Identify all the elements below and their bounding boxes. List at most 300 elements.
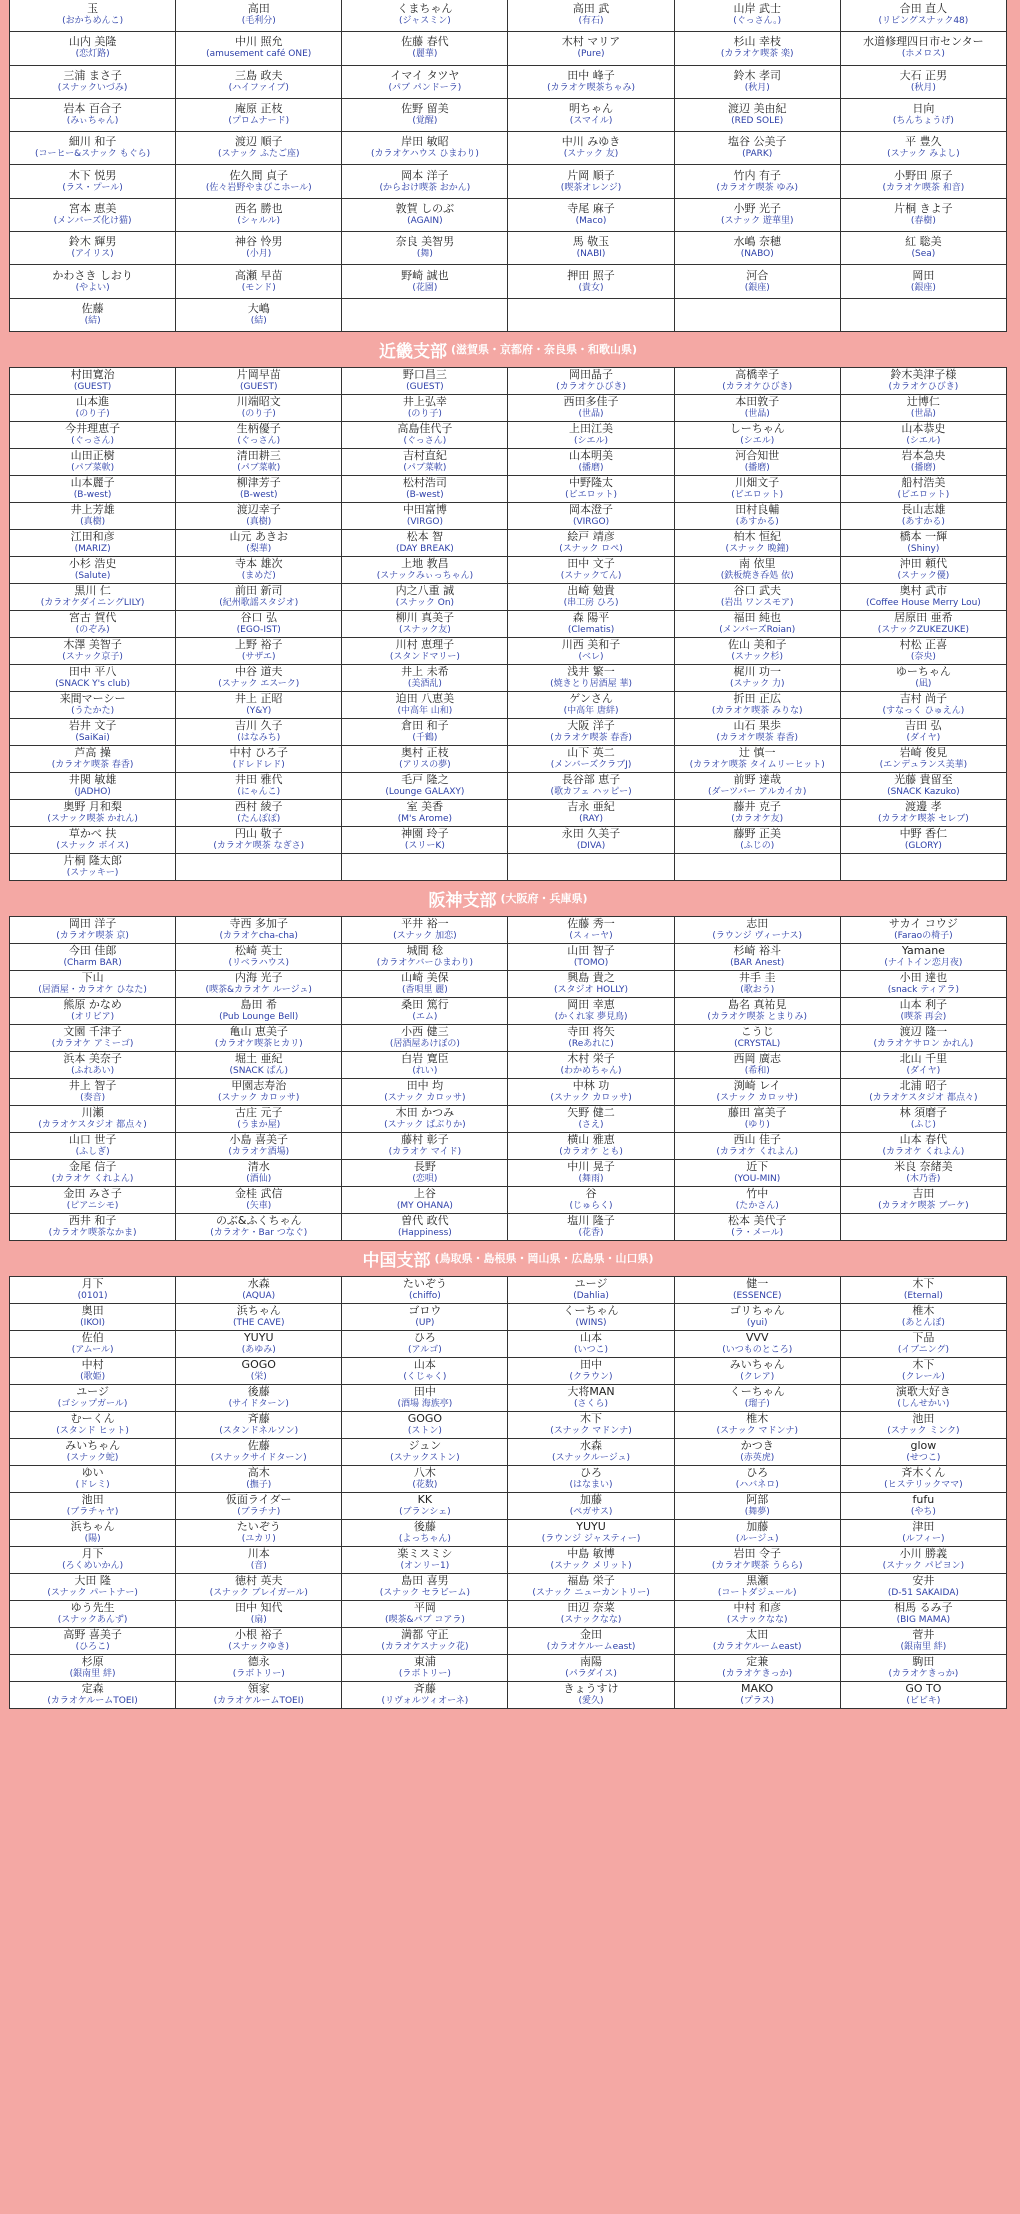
store-name: (GLORY) bbox=[904, 840, 942, 851]
member-cell bbox=[342, 1654, 508, 1681]
member-cell bbox=[840, 610, 1006, 637]
store-name: (B-west) bbox=[239, 489, 278, 500]
member-cell bbox=[176, 1186, 342, 1213]
store-name: (snack ティアラ) bbox=[887, 984, 959, 995]
member-name: 島田 希 bbox=[240, 997, 277, 1011]
store-name: (M's Arome) bbox=[397, 813, 453, 824]
member-name: 永田 久美子 bbox=[561, 826, 621, 840]
store-name: (VIRGO) bbox=[572, 516, 610, 527]
member-cell bbox=[508, 718, 674, 745]
member-name: 奥村 武市 bbox=[899, 583, 948, 597]
member-cell bbox=[840, 718, 1006, 745]
table-row bbox=[10, 1465, 1007, 1492]
member-cell bbox=[342, 1357, 508, 1384]
table-row bbox=[10, 1573, 1007, 1600]
member-cell bbox=[10, 1105, 176, 1132]
table-row bbox=[10, 98, 1007, 131]
store-name: (スナック On) bbox=[395, 597, 455, 608]
member-name: ひろ bbox=[413, 1330, 436, 1344]
store-name: (スタンド ヒット) bbox=[56, 1425, 129, 1436]
store-name: (スナックみぃっちゃん) bbox=[376, 570, 474, 581]
member-cell bbox=[342, 1276, 508, 1303]
member-name: 江田和彦 bbox=[70, 529, 115, 543]
section-heading bbox=[9, 332, 1007, 367]
member-name: 高島佳代子 bbox=[397, 421, 453, 435]
table-row bbox=[10, 1276, 1007, 1303]
store-name: (播磨) bbox=[578, 462, 604, 473]
member-cell bbox=[342, 298, 508, 331]
member-name: 西田多佳子 bbox=[563, 394, 619, 408]
member-cell bbox=[10, 298, 176, 331]
member-name: 大田 隆 bbox=[74, 1573, 111, 1587]
member-cell bbox=[176, 529, 342, 556]
member-cell bbox=[508, 970, 674, 997]
member-cell bbox=[342, 637, 508, 664]
member-cell bbox=[176, 32, 342, 65]
member-table bbox=[9, 916, 1007, 1241]
store-name: (じゅらく) bbox=[569, 1200, 613, 1211]
member-cell bbox=[176, 232, 342, 265]
member-cell bbox=[10, 1384, 176, 1411]
member-cell bbox=[840, 1492, 1006, 1519]
store-name: (カラオケダイニングLILY) bbox=[40, 597, 145, 608]
member-name: 玉 bbox=[87, 2, 99, 16]
member-name: 斉藤 bbox=[247, 1411, 270, 1425]
member-name: 片桐 きよ子 bbox=[894, 201, 953, 215]
member-cell bbox=[176, 637, 342, 664]
member-name: ゆーちゃん bbox=[895, 664, 951, 678]
store-name: (DAY BREAK) bbox=[395, 543, 454, 554]
member-name: 渡邊 孝 bbox=[905, 799, 942, 813]
member-cell bbox=[342, 718, 508, 745]
member-name: 福島 栄子 bbox=[567, 1573, 615, 1587]
store-name: (スナック京子) bbox=[62, 651, 123, 662]
store-name: (パラダイス) bbox=[565, 1668, 617, 1679]
table-row bbox=[10, 1024, 1007, 1051]
store-name: (銀南里 絆) bbox=[900, 1641, 947, 1652]
member-cell bbox=[10, 1546, 176, 1573]
store-name: (瑠子) bbox=[744, 1398, 770, 1409]
store-name: (麗華) bbox=[412, 49, 438, 60]
table-row bbox=[10, 0, 1007, 32]
member-cell bbox=[840, 1105, 1006, 1132]
section-region: (鳥取県・島根県・岡山県・広島県・山口県) bbox=[434, 1252, 654, 1266]
store-name: (ルフィー) bbox=[902, 1533, 945, 1544]
member-name: 領家 bbox=[247, 1681, 270, 1695]
member-name: 駒田 bbox=[912, 1654, 935, 1668]
store-name: (ふじの) bbox=[740, 840, 775, 851]
member-cell bbox=[342, 1492, 508, 1519]
member-cell bbox=[10, 1213, 176, 1240]
member-cell bbox=[176, 1681, 342, 1708]
member-cell bbox=[342, 1681, 508, 1708]
member-cell bbox=[508, 1132, 674, 1159]
member-name: 円山 敬子 bbox=[234, 826, 283, 840]
member-name: 高田 武 bbox=[572, 2, 610, 16]
store-name: (カラオケバーひまわり) bbox=[376, 957, 474, 968]
member-cell bbox=[508, 394, 674, 421]
member-cell bbox=[840, 32, 1006, 65]
member-name: 木下 bbox=[912, 1357, 935, 1371]
member-name: 渕崎 レイ bbox=[733, 1078, 781, 1092]
store-name: (ビエロット) bbox=[731, 489, 784, 500]
store-name: (れい) bbox=[412, 1065, 438, 1076]
member-cell bbox=[342, 1186, 508, 1213]
member-name: 山口 世子 bbox=[68, 1132, 117, 1146]
store-name: (ラウンジ ジャスティー) bbox=[541, 1533, 641, 1544]
member-cell bbox=[10, 916, 176, 943]
member-cell bbox=[342, 165, 508, 198]
store-name: (あすかる) bbox=[735, 516, 779, 527]
store-name: (播磨) bbox=[744, 462, 770, 473]
member-cell bbox=[342, 1384, 508, 1411]
member-name: fufu bbox=[912, 1492, 935, 1506]
member-cell bbox=[840, 853, 1006, 880]
store-name: (プラス) bbox=[740, 1695, 775, 1706]
store-name: (スナック マドンナ) bbox=[550, 1425, 632, 1436]
member-name: 浜ちゃん bbox=[70, 1519, 115, 1533]
member-cell bbox=[342, 421, 508, 448]
store-name: (奈央) bbox=[910, 651, 936, 662]
store-name: (たかさん) bbox=[735, 1200, 779, 1211]
store-name: (よっちゃん) bbox=[398, 1533, 451, 1544]
table-row bbox=[10, 1132, 1007, 1159]
store-name: (音) bbox=[250, 1560, 267, 1571]
member-name: 室 美香 bbox=[406, 799, 444, 813]
member-cell bbox=[840, 1303, 1006, 1330]
member-cell bbox=[674, 132, 840, 165]
section-region: (滋賀県・京都府・奈良県・和歌山県) bbox=[450, 343, 638, 357]
member-name: 佐藤 春代 bbox=[401, 35, 449, 49]
store-name: (のり子) bbox=[407, 408, 442, 419]
member-name: 宮本 恵美 bbox=[68, 201, 117, 215]
member-name: 加藤 bbox=[580, 1492, 603, 1506]
store-name: (世晶) bbox=[910, 408, 936, 419]
store-name: (ストン) bbox=[407, 1425, 442, 1436]
member-name: 山田 智子 bbox=[567, 943, 615, 957]
store-name: (スナック マドンナ) bbox=[716, 1425, 798, 1436]
store-name: (カラオケ・Bar つなぐ) bbox=[210, 1227, 308, 1238]
member-cell bbox=[674, 1330, 840, 1357]
member-cell bbox=[10, 448, 176, 475]
member-cell bbox=[342, 1078, 508, 1105]
member-name: 今田 佳郎 bbox=[68, 943, 117, 957]
member-name: 田中 均 bbox=[406, 1078, 444, 1092]
member-name: 中谷 道夫 bbox=[234, 664, 283, 678]
member-name: 横山 雅恵 bbox=[567, 1132, 615, 1146]
member-cell bbox=[674, 583, 840, 610]
member-name: こうじ bbox=[740, 1024, 774, 1038]
member-cell bbox=[508, 98, 674, 131]
store-name: (GUEST) bbox=[406, 381, 444, 392]
member-cell bbox=[342, 1465, 508, 1492]
store-name: (MARIZ) bbox=[74, 543, 111, 554]
member-cell bbox=[10, 232, 176, 265]
member-name: くまちゃん bbox=[397, 2, 453, 16]
store-name: (花香) bbox=[578, 1227, 604, 1238]
table-row bbox=[10, 799, 1007, 826]
section-heading bbox=[9, 881, 1007, 916]
member-cell bbox=[840, 1546, 1006, 1573]
member-cell bbox=[10, 772, 176, 799]
member-cell bbox=[674, 1105, 840, 1132]
member-cell bbox=[342, 853, 508, 880]
member-name: 敦賀 しのぶ bbox=[395, 201, 455, 215]
member-cell bbox=[342, 583, 508, 610]
member-name: 岩本急央 bbox=[901, 448, 946, 462]
member-name: GOGO bbox=[407, 1411, 443, 1425]
member-cell bbox=[674, 718, 840, 745]
member-cell bbox=[176, 691, 342, 718]
member-name: YUYU bbox=[576, 1519, 606, 1533]
store-name: (Salute) bbox=[74, 570, 111, 581]
member-list-page bbox=[9, 0, 1007, 1709]
store-name: (ピアニシモ) bbox=[66, 1200, 119, 1211]
member-name: 寺西 多加子 bbox=[229, 916, 288, 930]
store-name: (YOU-MIN) bbox=[734, 1173, 781, 1184]
store-name: (ベレ) bbox=[578, 651, 604, 662]
member-cell bbox=[508, 32, 674, 65]
member-cell bbox=[508, 1276, 674, 1303]
store-name: (Reあれに) bbox=[568, 1038, 614, 1049]
store-name: (舞雨) bbox=[578, 1173, 604, 1184]
member-name: 山元 あきお bbox=[229, 529, 288, 543]
member-cell bbox=[508, 1213, 674, 1240]
member-cell bbox=[840, 65, 1006, 98]
member-name: 今井理恵子 bbox=[65, 421, 121, 435]
member-cell bbox=[508, 0, 674, 32]
store-name: (おかちめんこ) bbox=[62, 16, 124, 27]
member-name: 片岡早苗 bbox=[236, 367, 281, 381]
member-name: 上地 教昌 bbox=[401, 556, 449, 570]
store-name: (すなっく ひゅえん) bbox=[882, 705, 965, 716]
store-name: (恋灯路) bbox=[75, 49, 110, 60]
member-cell bbox=[342, 664, 508, 691]
member-cell bbox=[176, 1492, 342, 1519]
store-name: (スナック ブレイガール) bbox=[209, 1587, 308, 1598]
member-cell bbox=[508, 583, 674, 610]
member-name: 椎木 bbox=[746, 1411, 769, 1425]
member-name: 小島 喜美子 bbox=[229, 1132, 288, 1146]
table-row bbox=[10, 1492, 1007, 1519]
member-name: 下品 bbox=[912, 1330, 935, 1344]
member-cell bbox=[674, 970, 840, 997]
member-cell bbox=[840, 198, 1006, 231]
member-name: 北山 千里 bbox=[899, 1051, 948, 1065]
member-name: 古庄 元子 bbox=[234, 1105, 283, 1119]
member-name: 黒川 仁 bbox=[74, 583, 111, 597]
member-cell bbox=[840, 448, 1006, 475]
member-name: 野口昌三 bbox=[402, 367, 447, 381]
store-name: (スナック ミンク) bbox=[887, 1425, 960, 1436]
member-name: 杉原 bbox=[81, 1654, 104, 1668]
member-name: 島田 喜男 bbox=[401, 1573, 449, 1587]
member-name: 後藤 bbox=[413, 1519, 436, 1533]
store-name: (スナック ロペ) bbox=[559, 543, 623, 554]
member-cell bbox=[508, 745, 674, 772]
store-name: (結) bbox=[250, 315, 267, 326]
member-name: 満都 守正 bbox=[401, 1627, 449, 1641]
member-name: 小田 達也 bbox=[899, 970, 948, 984]
member-name: 山本明美 bbox=[569, 448, 614, 462]
member-name: 南陽 bbox=[580, 1654, 603, 1668]
member-cell bbox=[176, 394, 342, 421]
store-name: (居酒屋・カラオケ ひなた) bbox=[38, 984, 147, 995]
member-cell bbox=[674, 32, 840, 65]
section-title: 阪神支部 bbox=[428, 890, 497, 911]
store-name: (シャルル) bbox=[237, 215, 281, 226]
store-name: (ふれあい) bbox=[71, 1065, 115, 1076]
store-name: (スナック ニューカントリー) bbox=[532, 1587, 650, 1598]
member-cell bbox=[176, 1105, 342, 1132]
member-name: 菅井 bbox=[912, 1627, 935, 1641]
member-table bbox=[9, 0, 1007, 332]
member-cell bbox=[840, 394, 1006, 421]
member-cell bbox=[674, 1384, 840, 1411]
store-name: (カラオケ くれよん) bbox=[716, 1146, 799, 1157]
member-cell bbox=[10, 1654, 176, 1681]
member-name: 平岡 bbox=[413, 1600, 436, 1614]
store-name: (銀座) bbox=[744, 282, 770, 293]
member-name: 田中 bbox=[580, 1357, 603, 1371]
store-name: (アリスの夢) bbox=[399, 759, 451, 770]
store-name: (UP) bbox=[415, 1317, 435, 1328]
member-name: 岡本澄子 bbox=[569, 502, 614, 516]
store-name: (カラオケ友) bbox=[731, 813, 784, 824]
store-name: (うたかた) bbox=[71, 705, 115, 716]
member-name: 健一 bbox=[746, 1276, 769, 1290]
member-name: 迫田 八恵美 bbox=[395, 691, 455, 705]
store-name: (パブ菜軟) bbox=[71, 462, 115, 473]
member-cell bbox=[674, 997, 840, 1024]
member-cell bbox=[176, 799, 342, 826]
member-name: 中村 和彦 bbox=[733, 1600, 781, 1614]
member-name: 村田寛治 bbox=[70, 367, 115, 381]
member-cell bbox=[508, 772, 674, 799]
member-name: 加藤 bbox=[746, 1519, 769, 1533]
member-cell bbox=[176, 1627, 342, 1654]
member-name: 田中 知代 bbox=[234, 1600, 283, 1614]
member-cell bbox=[342, 1438, 508, 1465]
table-row bbox=[10, 1357, 1007, 1384]
member-name: 堀土 亜紀 bbox=[234, 1051, 283, 1065]
store-name: (くじゃく) bbox=[403, 1371, 447, 1382]
store-name: (いつものところ) bbox=[722, 1344, 793, 1355]
store-name: (オンリー1) bbox=[400, 1560, 450, 1571]
member-cell bbox=[10, 1681, 176, 1708]
store-name: (スナックあんず) bbox=[57, 1614, 128, 1625]
member-cell bbox=[10, 1573, 176, 1600]
member-cell bbox=[10, 745, 176, 772]
store-name: (オリビア) bbox=[71, 1011, 115, 1022]
member-name: 定森 bbox=[81, 1681, 104, 1695]
member-cell bbox=[342, 1303, 508, 1330]
member-name: 木村 マリア bbox=[561, 35, 621, 49]
store-name: (撫子) bbox=[246, 1479, 272, 1490]
store-name: (喫茶&パブ コアラ) bbox=[384, 1614, 465, 1625]
member-cell bbox=[508, 529, 674, 556]
member-name: 山本進 bbox=[76, 394, 110, 408]
store-name: (ふしぎ) bbox=[75, 1146, 110, 1157]
store-name: (ダイヤ) bbox=[906, 732, 941, 743]
store-name: (ハイファイブ) bbox=[228, 82, 289, 93]
table-row bbox=[10, 853, 1007, 880]
member-cell bbox=[674, 1411, 840, 1438]
member-cell bbox=[840, 502, 1006, 529]
store-name: (カラオケ とも) bbox=[559, 1146, 623, 1157]
store-name: (Pure) bbox=[577, 49, 605, 60]
member-cell bbox=[508, 1024, 674, 1051]
member-name: 東浦 bbox=[413, 1654, 436, 1668]
member-name: 片岡 順子 bbox=[567, 168, 615, 182]
member-cell bbox=[840, 0, 1006, 32]
store-name: (イブニング) bbox=[897, 1344, 949, 1355]
store-name: (カラオケ喫茶 なぎさ) bbox=[213, 840, 305, 851]
store-name: (はなみち) bbox=[237, 732, 281, 743]
table-row bbox=[10, 232, 1007, 265]
member-cell bbox=[10, 1132, 176, 1159]
table-row bbox=[10, 265, 1007, 298]
member-cell bbox=[840, 1213, 1006, 1240]
member-cell bbox=[508, 691, 674, 718]
member-name: 吉村直紀 bbox=[402, 448, 447, 462]
member-name: 八木 bbox=[413, 1465, 436, 1479]
member-cell bbox=[508, 1519, 674, 1546]
member-cell bbox=[840, 664, 1006, 691]
store-name: (カラオケきっか) bbox=[722, 1668, 793, 1679]
member-name: 佐藤 bbox=[81, 301, 104, 315]
section-region: (大阪府・兵庫県) bbox=[500, 892, 588, 906]
member-name: 吉永 亜紀 bbox=[567, 799, 615, 813]
store-name: (梨華) bbox=[246, 543, 272, 554]
member-cell bbox=[176, 826, 342, 853]
member-name: 船村浩美 bbox=[901, 475, 946, 489]
store-name: (カラオケ喫茶 ゆみ) bbox=[716, 182, 799, 193]
member-name: きょうすけ bbox=[563, 1681, 619, 1695]
member-cell bbox=[342, 997, 508, 1024]
member-name: 岩田 令子 bbox=[733, 1546, 781, 1560]
store-name: (カラオケハウス ひまわり) bbox=[370, 149, 479, 160]
member-cell bbox=[176, 583, 342, 610]
store-name: (有石) bbox=[578, 16, 604, 27]
store-name: (貴女) bbox=[578, 282, 604, 293]
store-name: (にゃんこ) bbox=[237, 786, 281, 797]
member-cell bbox=[342, 0, 508, 32]
member-cell bbox=[176, 1357, 342, 1384]
store-name: (ビエロット) bbox=[897, 489, 950, 500]
store-name: (ちんちょうげ) bbox=[892, 116, 954, 127]
store-name: (覚醒) bbox=[412, 116, 438, 127]
member-name: 内之八重 誠 bbox=[395, 583, 455, 597]
store-name: (奏音) bbox=[80, 1092, 106, 1103]
member-cell bbox=[176, 367, 342, 394]
member-name: 田辺 奈菜 bbox=[567, 1600, 615, 1614]
member-cell bbox=[342, 1627, 508, 1654]
store-name: (EGO-IST) bbox=[236, 624, 281, 635]
member-cell bbox=[508, 916, 674, 943]
store-name: (播磨) bbox=[910, 462, 936, 473]
store-name: (スナック喫茶 かれん) bbox=[47, 813, 138, 824]
table-row bbox=[10, 32, 1007, 65]
member-name: 西山 佳子 bbox=[733, 1132, 781, 1146]
store-name: (カラオケ喫茶 京) bbox=[56, 930, 129, 941]
member-cell bbox=[10, 1357, 176, 1384]
store-name: (ハバネロ) bbox=[735, 1479, 779, 1490]
store-name: (千鶴) bbox=[412, 732, 438, 743]
store-name: (スナック ボイス) bbox=[56, 840, 129, 851]
member-name: 斉木くん bbox=[901, 1465, 946, 1479]
store-name: (扇) bbox=[250, 1614, 267, 1625]
